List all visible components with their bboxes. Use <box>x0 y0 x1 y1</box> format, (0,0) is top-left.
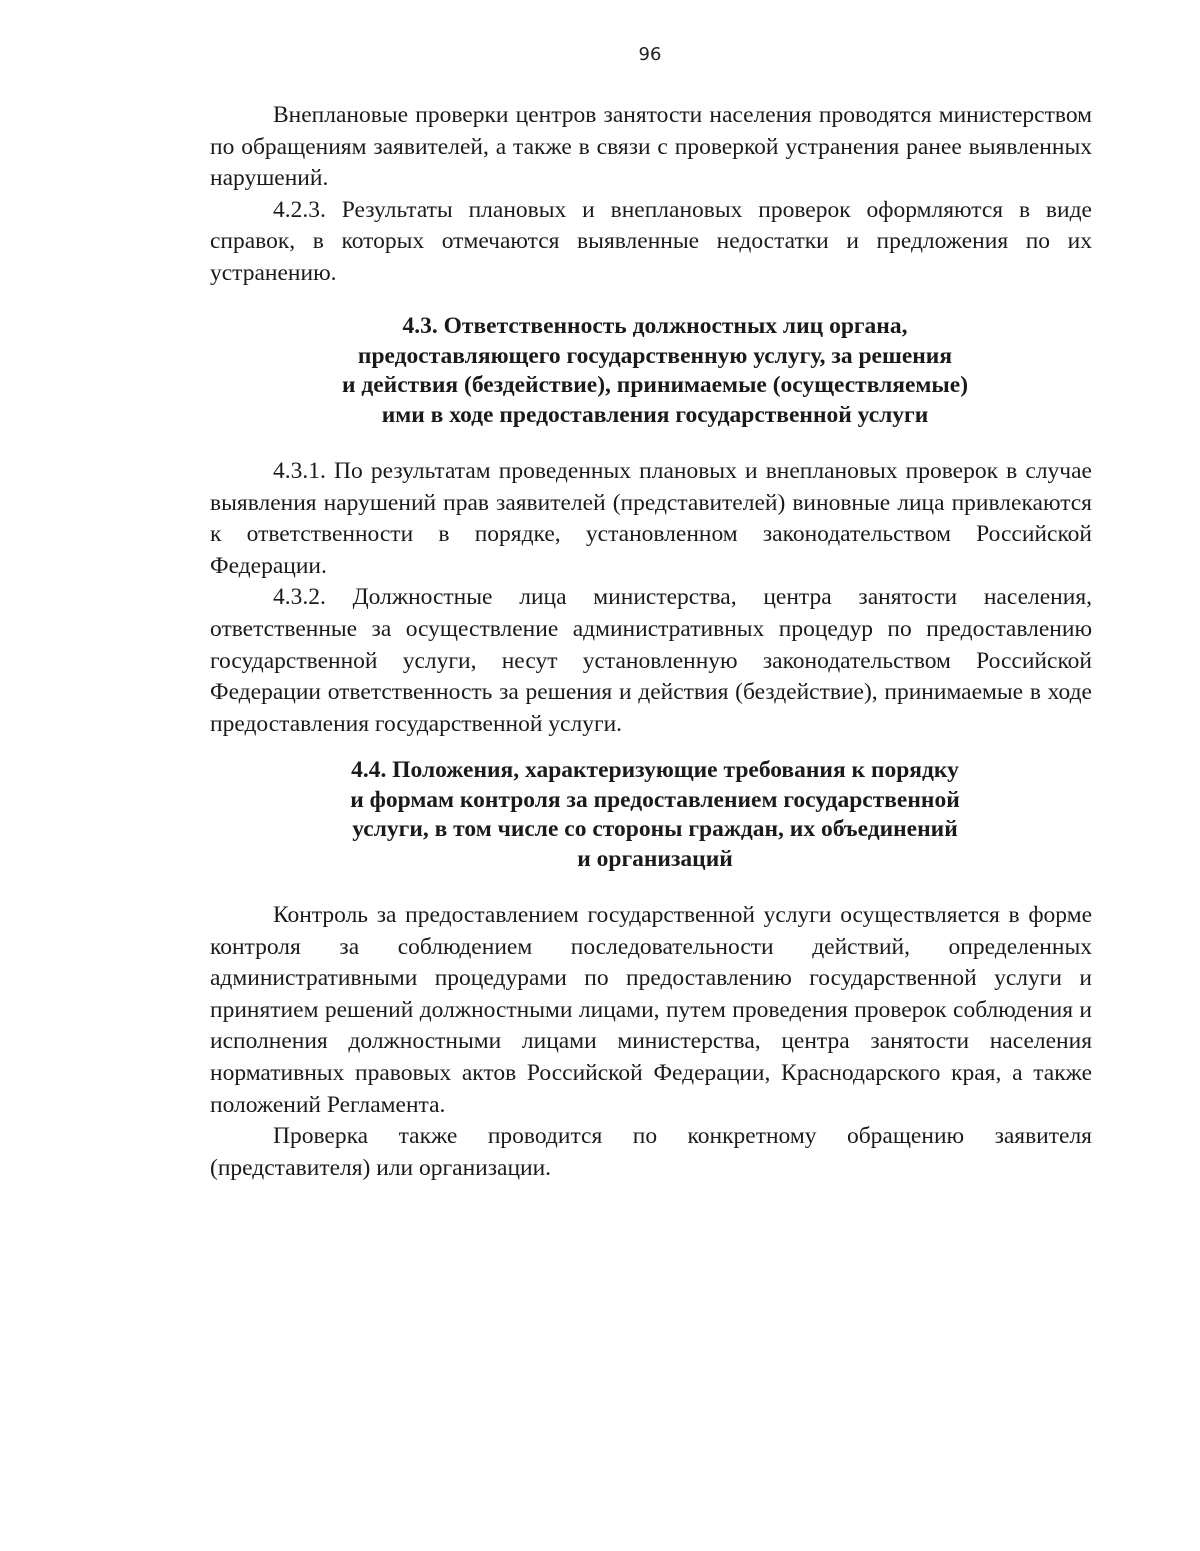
heading-line: и формам контроля за предоставлением государственной <box>350 786 960 813</box>
paragraph-control: Контроль за предоставлением государственной услуги осуществляется в форме контроля за соблюдением последовательности действий, определенных административными процедурами по предоставлению государственной услуги и принятием решений должностными лицами, путем проведения проверок соблюдения и исполнения должностными лицами министерства, центра занятости населения нормативных правовых актов Российской Федерации, Краснодарского края, а также положений Регламента. <box>210 902 1092 1118</box>
paragraph-unscheduled-inspections: Внеплановые проверки центров занятости населения проводятся министерством по обращениям заявителей, а также в связи с проверкой устранения ранее выявленных нарушений. <box>210 102 1092 192</box>
heading-line: 4.3. Ответственность должностных лиц органа, <box>402 313 908 339</box>
heading-line: 4.4. Положения, характеризующие требования к порядку <box>351 757 959 783</box>
section-heading-4-4 <box>260 756 1050 874</box>
heading-line: предоставляющего государственную услугу, за решения <box>357 342 953 369</box>
text-block-4-2 <box>210 100 1092 290</box>
heading-line: услуги, в том числе со стороны граждан, их объединений <box>352 816 958 842</box>
paragraph-4-3-1: 4.3.1. По результатам проведенных плановых и внеплановых проверок в случае выявления нарушений прав заявителей (представителей) виновные лица привлекаются к ответственности в порядке, установленном законодательством Российской Федерации. <box>210 458 1092 579</box>
heading-line: и действия (бездействие), принимаемые (осуществляемые) <box>341 372 969 398</box>
paragraph-4-3-2: 4.3.2. Должностные лица министерства, центра занятости населения, ответственные за осуществление административных процедур по предоставлению государственной услуги, несут установленную законодательством Российской Федерации ответственность за решения и действия (бездействие), принимаемые в ходе предоставления государственной услуги. <box>210 584 1092 737</box>
paragraph-inspection-request: Проверка также проводится по конкретному обращению заявителя (представителя) или организации. <box>210 1123 1092 1181</box>
text-block-4-3 <box>210 456 1092 740</box>
page-number: 96 <box>638 44 662 65</box>
text-block-4-4 <box>210 900 1092 1184</box>
heading-line: ими в ходе предоставления государственной услуги <box>381 401 929 428</box>
paragraph-4-2-3: 4.2.3. Результаты плановых и внеплановых проверок оформляются в виде справок, в которых отмечаются выявленные недостатки и предложения по их устранению. <box>210 196 1092 286</box>
heading-line: и организаций <box>577 845 733 872</box>
section-heading-4-3 <box>260 312 1050 430</box>
